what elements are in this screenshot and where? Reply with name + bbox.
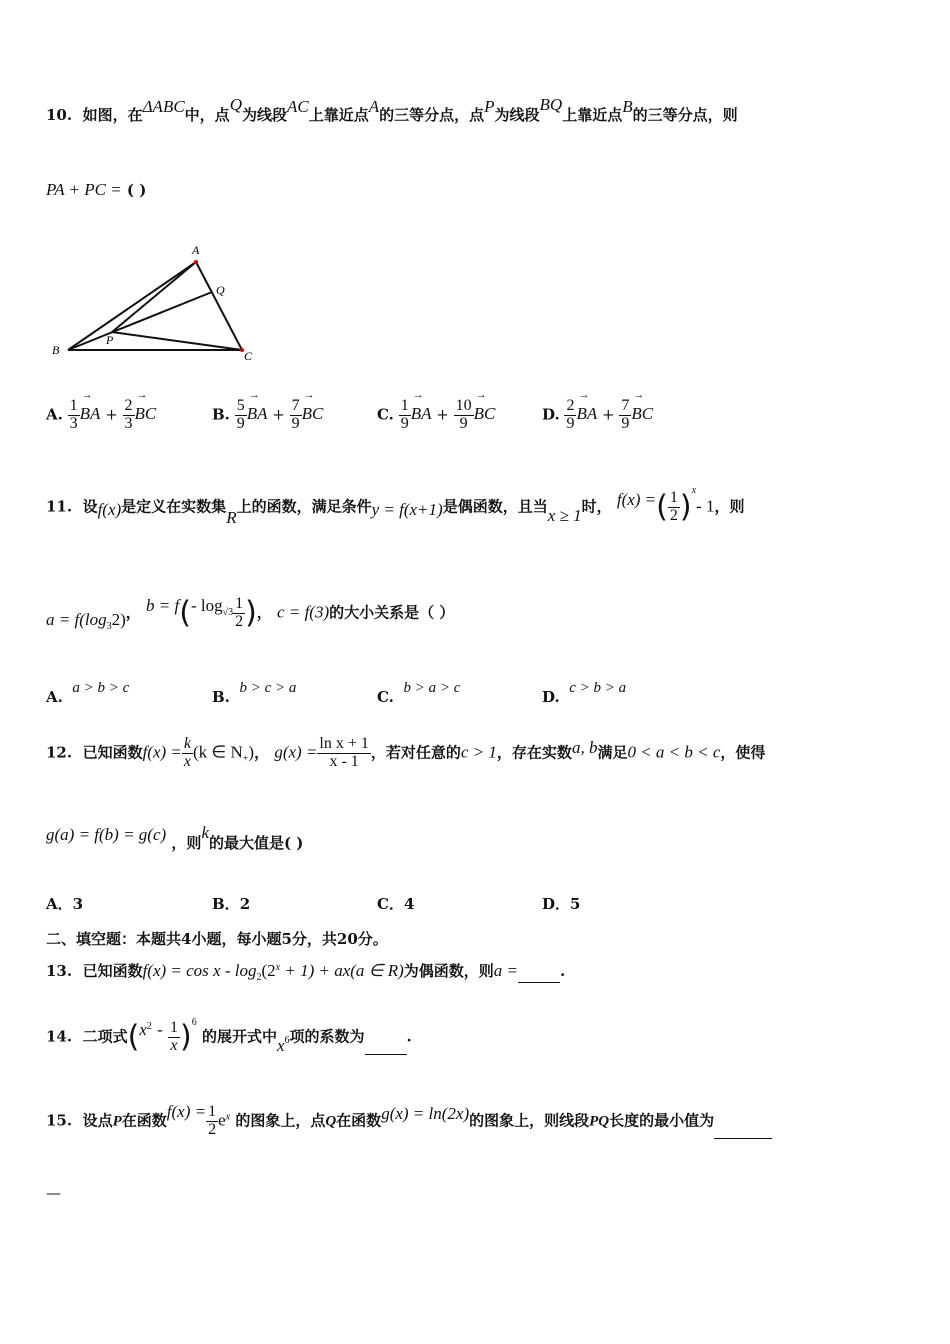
q12-text: 已知函数: [82, 743, 143, 762]
q12-text: ，存在实数: [496, 743, 572, 762]
label-a: A: [192, 243, 200, 257]
q12-ab: a, b: [571, 738, 598, 758]
q11-text: 上的函数，满足条件: [236, 497, 372, 516]
q13-a: a =: [493, 961, 519, 980]
q15-text: 的图象上，点: [235, 1111, 326, 1130]
q12-text: ，则: [171, 834, 202, 852]
q11-text: 是偶函数，且当: [442, 497, 548, 516]
q12-option-d[interactable]: [542, 893, 580, 914]
vector-bc: → BC: [631, 404, 653, 424]
q10-option-d[interactable]: D. $\frac{2}{9}$ → BA + $\frac{7}{9}$ → BC: [542, 398, 653, 433]
q12-option-a[interactable]: [46, 893, 83, 914]
q10-point-b: B: [622, 97, 633, 116]
q12-text: 满足: [597, 743, 628, 762]
q15-answer-blank[interactable]: [714, 1138, 772, 1139]
q12-k: k: [201, 823, 209, 842]
numerator: 7: [621, 397, 630, 414]
fraction: [233, 596, 245, 631]
q15-text: 设点: [82, 1111, 113, 1130]
denominator: 9: [621, 414, 630, 432]
option-label: A．: [46, 895, 73, 913]
option-label: D.: [542, 688, 560, 706]
denominator: x: [170, 1036, 178, 1054]
option-label: A.: [46, 405, 63, 424]
separator: ，: [125, 603, 141, 622]
q12-option-c[interactable]: [377, 893, 414, 914]
q13-text: 为偶函数，则: [403, 962, 494, 980]
denominator: 9: [291, 414, 300, 432]
q11-number: 11.: [46, 497, 73, 516]
numerator: 1: [69, 397, 78, 414]
q14-minus: -: [157, 1020, 163, 1040]
option-label: A.: [46, 688, 63, 706]
q10-triangle: ΔABC: [142, 97, 185, 116]
paren-right: ): [179, 1019, 192, 1055]
denominator: x: [183, 752, 191, 770]
fraction: [317, 736, 370, 771]
q10-segment-bq: BQ: [539, 95, 563, 114]
q14-text: 的展开式中: [201, 1027, 277, 1046]
option-label: D.: [542, 405, 560, 424]
q14-text: 二项式: [82, 1027, 128, 1046]
option-text: 3: [72, 895, 84, 913]
numerator: 1: [169, 1019, 178, 1036]
q10-line1: [46, 95, 738, 125]
q15-text: 在函数: [336, 1111, 382, 1130]
log-base: 2: [256, 972, 262, 983]
fraction: [399, 398, 411, 433]
q15-point-q: Q: [325, 1113, 337, 1130]
denominator: 9: [400, 414, 409, 432]
log-base: 3: [106, 621, 112, 633]
label-c: C: [244, 349, 253, 363]
fraction: [206, 1104, 218, 1139]
q10-number: 10.: [46, 106, 73, 124]
q14-answer-blank[interactable]: [365, 1054, 407, 1055]
option-text: b > a > c: [403, 680, 461, 696]
q10-segment-ac: AC: [286, 97, 309, 116]
q12-line2: [46, 823, 304, 853]
q10-answer-paren: ( ): [126, 181, 147, 199]
q15-g: g(x) = ln(2x): [381, 1104, 470, 1124]
vector-ba: → BA: [80, 404, 101, 424]
q10-option-a[interactable]: A. $\frac{1}{3}$ → BA + $\frac{2}{3}$ → BC: [46, 398, 156, 433]
q10-text: 中，点: [184, 106, 230, 124]
option-label: C.: [377, 688, 394, 706]
paren-left: (: [179, 595, 191, 631]
q11-line1: [46, 485, 745, 528]
q12-text: 的最大值是( ): [208, 834, 304, 852]
q10-text: 上靠近点: [308, 106, 369, 124]
separator: ，: [254, 743, 270, 762]
paren-right: ): [679, 489, 692, 525]
separator: ，: [256, 603, 272, 622]
subscript: +: [242, 753, 249, 765]
q14-line: [46, 1017, 412, 1056]
segment-pc: [112, 332, 242, 350]
exponent: 6: [191, 1017, 197, 1029]
q13-expr: (2: [261, 961, 276, 980]
q10-point-p: P: [484, 97, 495, 116]
option-label: B.: [212, 405, 230, 424]
option-text: 5: [570, 895, 581, 913]
q10-option-b[interactable]: B. $\frac{5}{9}$ → BA + $\frac{7}{9}$ → BC: [212, 398, 323, 433]
q15-point-p: P: [112, 1113, 122, 1130]
q11-option-b[interactable]: [212, 678, 297, 706]
q15-f: f(x) =: [166, 1102, 207, 1122]
q11-text: 时，: [581, 497, 612, 516]
q11-fdef-tail: - 1: [696, 496, 715, 516]
q13-answer-blank[interactable]: [518, 982, 560, 983]
q11-x-ge-1: x ≥ 1: [547, 506, 582, 526]
exponent: 6: [284, 1035, 290, 1047]
vector-bc: → BC: [474, 404, 496, 424]
q15-number: 15.: [46, 1111, 73, 1130]
q15-text: 的图象上，则线段: [469, 1111, 590, 1130]
q15-segment-pq: PQ: [589, 1113, 610, 1130]
vector-ba: → BA: [247, 404, 268, 424]
q12-f-cond: (k ∈ N: [193, 742, 243, 762]
numerator: 2: [124, 397, 133, 414]
denominator: x - 1: [329, 752, 359, 770]
exponent: x: [275, 962, 281, 973]
q15-line: [46, 1104, 772, 1139]
denominator: 9: [459, 414, 468, 432]
q13-expr: f(x) = cos x - log: [142, 961, 257, 980]
denominator: 9: [236, 414, 245, 432]
denominator: 2: [669, 506, 678, 524]
q12-equation: g(a) = f(b) = g(c): [46, 825, 167, 844]
q11-fdef: f(x) =: [616, 490, 657, 510]
fraction: [235, 398, 247, 433]
option-text: b > c > a: [239, 680, 297, 696]
q15-tail: —: [46, 1184, 61, 1202]
q10-text: 为线段: [241, 106, 287, 124]
q12-inequality: 0 < a < b < c: [627, 742, 721, 762]
q15-e: e: [218, 1110, 226, 1130]
numerator: k: [183, 735, 191, 752]
denominator: 2: [208, 1120, 217, 1138]
q11-text: 的大小关系是（ ）: [329, 603, 455, 622]
q14-text: 项的系数为: [289, 1027, 365, 1046]
option-label: C．: [377, 895, 404, 913]
q13-end: .: [560, 962, 566, 980]
edge-ac: [196, 262, 242, 350]
denominator: 2: [235, 612, 244, 630]
label-p: P: [106, 333, 114, 347]
numerator: 5: [236, 397, 245, 414]
fraction: [68, 398, 80, 433]
segment-pa: [112, 262, 196, 332]
numerator: 2: [566, 397, 575, 414]
q10-point-a: A: [368, 97, 380, 116]
option-label: B.: [212, 688, 230, 706]
q15-text: 在函数: [121, 1111, 167, 1130]
exponent: x: [225, 1111, 231, 1123]
q14-end: .: [406, 1027, 412, 1046]
option-text: 2: [239, 895, 251, 913]
q11-set-r: R: [226, 508, 237, 528]
vector-bc: → BC: [302, 404, 324, 424]
q12-c-gt-1: c > 1: [460, 742, 497, 762]
fraction: [168, 1020, 180, 1055]
q11-a-tail: 2): [111, 610, 126, 630]
q11-b-expr: b = f: [146, 596, 180, 616]
q12-f: f(x) =: [142, 742, 182, 762]
q14-x: x: [139, 1020, 147, 1040]
numerator: 1: [669, 489, 678, 506]
numerator: 1: [400, 397, 409, 414]
denominator: 3: [124, 414, 133, 432]
numerator: 10: [455, 397, 472, 414]
q11-option-c[interactable]: [377, 678, 461, 706]
q10-point-q: Q: [229, 95, 242, 114]
option-text: c > b > a: [569, 680, 627, 696]
q11-text: ，则: [714, 497, 745, 516]
option-label: C.: [377, 405, 394, 424]
fraction: [290, 398, 302, 433]
q11-b-inner: - log: [190, 596, 223, 616]
option-label: D．: [542, 895, 571, 913]
triangle-figure: [44, 240, 264, 368]
q11-text: 是定义在实数集: [121, 497, 227, 516]
fraction: [123, 398, 135, 433]
q11-text: 设: [82, 497, 98, 516]
q13-line: [46, 960, 565, 983]
q10-option-c[interactable]: C. $\frac{1}{9}$ → BA + $\frac{10}{9}$ → BC: [377, 398, 495, 433]
numerator: 7: [291, 397, 300, 414]
q11-option-d[interactable]: [542, 678, 627, 706]
fraction: [564, 398, 576, 433]
label-b: B: [52, 343, 60, 357]
option-text: a > b > c: [72, 680, 130, 696]
paren-right: ): [245, 595, 257, 631]
q10-text: 上靠近点: [562, 106, 623, 124]
log-base: √3: [222, 607, 234, 619]
exponent: x: [691, 485, 697, 497]
vector-bc: → BC: [135, 404, 157, 424]
paren-left: (: [656, 489, 668, 525]
option-text: 4: [403, 895, 415, 913]
fraction: [454, 398, 474, 433]
q12-option-b[interactable]: [212, 893, 250, 914]
q11-condition: y = f(x+1): [371, 500, 443, 520]
numerator: 1: [208, 1103, 217, 1120]
q11-a-expr: a = f(log: [46, 610, 107, 630]
fraction: [668, 490, 680, 525]
fraction: [182, 736, 193, 771]
q10-text: 的三等分点，则: [632, 106, 738, 124]
q12-f-cond-end: ): [248, 742, 255, 762]
q13-expr: + 1) + ax(a ∈ R): [280, 961, 404, 980]
point-a-dot: [194, 260, 198, 264]
exponent: 2: [146, 1021, 152, 1033]
q13-number: 13.: [46, 962, 73, 980]
q10-text: 的三等分点，点: [379, 106, 485, 124]
q12-text: ，使得: [720, 743, 766, 762]
q10-text: 如图，在: [82, 106, 143, 124]
q12-number: 12.: [46, 743, 73, 762]
numerator: ln x + 1: [319, 735, 369, 752]
q10-expression: PA + PC =: [46, 180, 122, 199]
q15-text: 长度的最小值为: [609, 1111, 715, 1130]
q11-c-expr: c = f(3): [277, 602, 330, 622]
vector-ba: → BA: [576, 404, 597, 424]
q11-fx: f(x): [97, 500, 122, 520]
q11-line2: [46, 596, 454, 631]
numerator: 1: [235, 595, 244, 612]
q10-text: 为线段: [494, 106, 540, 124]
q12-text: ，若对任意的: [370, 743, 461, 762]
q12-line1: [46, 736, 765, 771]
vector-ba: → BA: [411, 404, 432, 424]
q14-number: 14.: [46, 1027, 73, 1046]
q12-g: g(x) =: [274, 742, 318, 762]
option-label: B．: [212, 895, 240, 913]
q13-text: 已知函数: [82, 962, 143, 980]
denominator: 3: [69, 414, 78, 432]
q10-line2: [46, 180, 146, 200]
paren-left: (: [127, 1019, 140, 1055]
section-heading: 二、填空题：本题共4小题，每小题5分，共20分。: [46, 930, 388, 948]
q14-x6: x: [276, 1036, 285, 1056]
denominator: 9: [566, 414, 575, 432]
label-q: Q: [216, 283, 225, 297]
q11-option-a[interactable]: [46, 678, 130, 706]
fraction: [619, 398, 631, 433]
